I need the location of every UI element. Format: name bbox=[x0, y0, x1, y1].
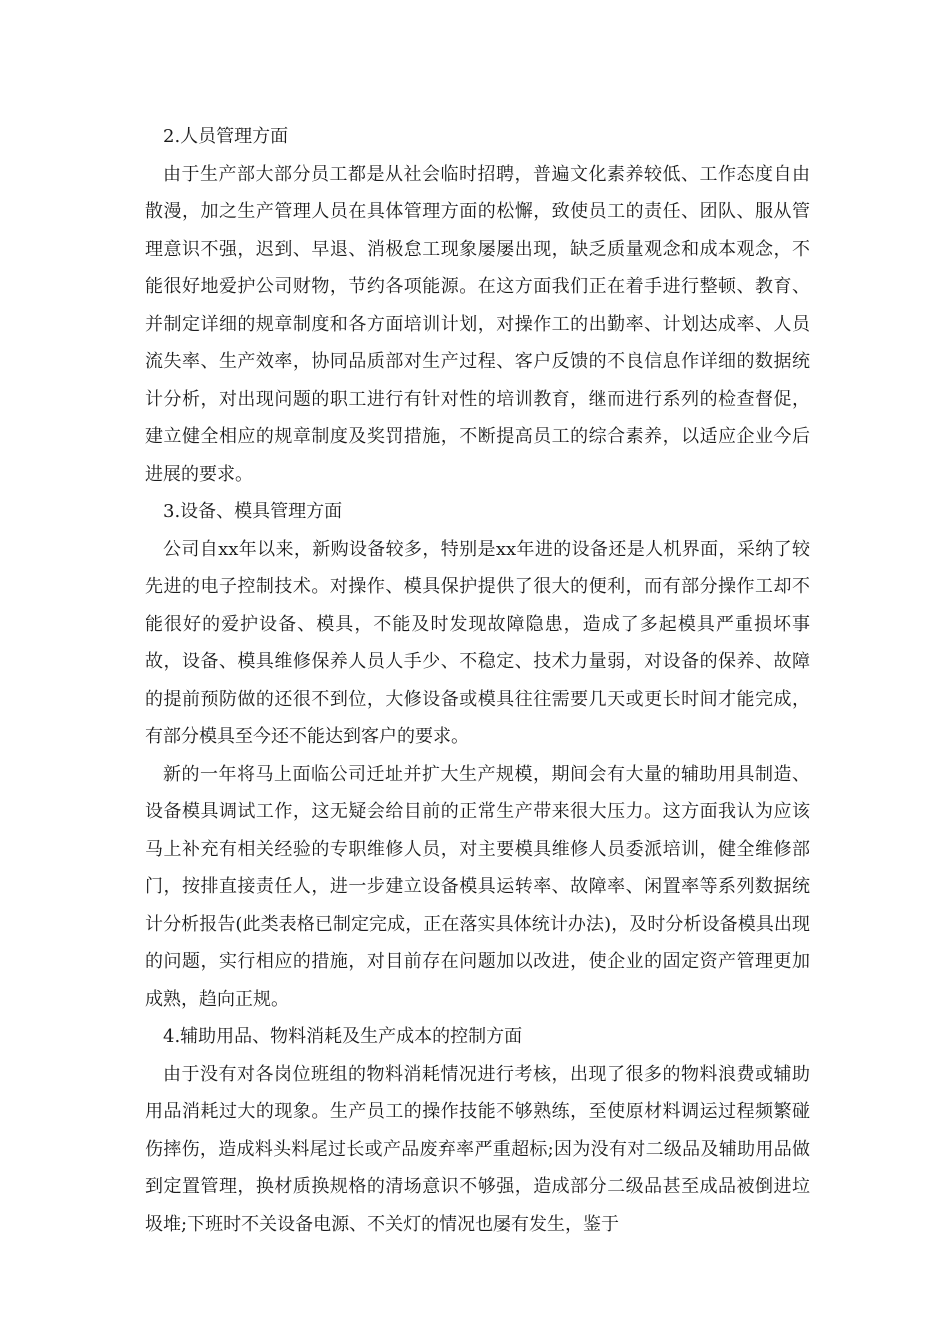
section-heading: 3.设备、模具管理方面 bbox=[163, 501, 343, 522]
body-paragraph: 新的一年将马上面临公司迁址并扩大生产规模，期间会有大量的辅助用具制造、设备模具调试工作，这无疑会给目前的正常生产带来很大压力。这方面我认为应该马上补充有相关经验的专职维修人员，对主要模具维修人员委派培训，健全维修部门，按排直接责任人，进一步建立设备模具运转率、故障率、闲置率等系列数据统计分析报告(此类表格已制定完成，正在落实具体统计办法)，及时分析设备模具出现的问题，实行相应的措施，对目前存在问题加以改进，使企业的固定资产管理更加成熟，趋向正规。 bbox=[145, 763, 810, 1010]
body-paragraph: 由于没有对各岗位班组的物料消耗情况进行考核，出现了很多的物料浪费或辅助用品消耗过大的现象。生产员工的操作技能不够熟练，至使原材料调运过程频繁碰伤摔伤，造成料头料尾过长或产品废弃率严重超标;因为没有对二级品及辅助用品做到定置管理，换材质换规格的清场意识不够强，造成部分二级品甚至成品被倒进垃圾堆;下班时不关设备电源、不关灯的情况也屡有发生，鉴于 bbox=[145, 1063, 810, 1235]
section-heading: 4.辅助用品、物料消耗及生产成本的控制方面 bbox=[163, 1026, 523, 1047]
body-paragraph: 公司自xx年以来，新购设备较多，特别是xx年进的设备还是人机界面，采纳了较先进的电子控制技术。对操作、模具保护提供了很大的便利，而有部分操作工却不能很好的爱护设备、模具，不能及时发现故障隐患，造成了多起模具严重损坏事故，设备、模具维修保养人员人手少、不稳定、技术力量弱，对设备的保养、故障的提前预防做的还很不到位，大修设备或模具往往需要几天或更长时间才能完成，有部分模具至今还不能达到客户的要求。 bbox=[145, 538, 810, 747]
section-consumables bbox=[145, 1018, 810, 1243]
section-equipment bbox=[145, 493, 810, 1018]
body-paragraph: 由于生产部大部分员工都是从社会临时招聘，普遍文化素养较低、工作态度自由散漫，加之生产管理人员在具体管理方面的松懈，致使员工的责任、团队、服从管理意识不强，迟到、早退、消极怠工现象屡屡出现，缺乏质量观念和成本观念，不能很好地爱护公司财物，节约各项能源。在这方面我们正在着手进行整顿、教育、并制定详细的规章制度和各方面培训计划，对操作工的出勤率、计划达成率、人员流失率、生产效率，协同品质部对生产过程、客户反馈的不良信息作详细的数据统计分析，对出现问题的职工进行有针对性的培训教育，继而进行系列的检查督促，建立健全相应的规章制度及奖罚措施，不断提高员工的综合素养，以适应企业今后进展的要求。 bbox=[145, 163, 810, 485]
section-personnel bbox=[145, 118, 810, 493]
section-heading: 2.人员管理方面 bbox=[163, 126, 289, 147]
